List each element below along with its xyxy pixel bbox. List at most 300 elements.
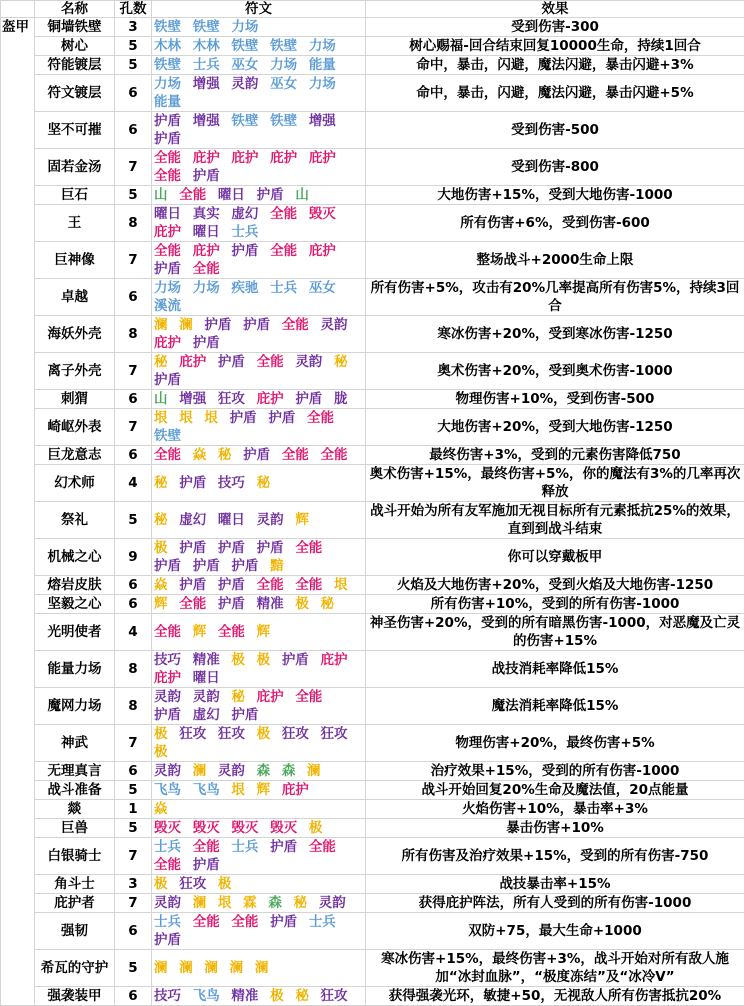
rune-word: 护盾	[204, 317, 231, 333]
table-row	[1, 37, 744, 56]
rune-word: 士兵	[231, 839, 258, 855]
rune-word: 庇护	[154, 224, 181, 240]
effect-text: 物理伤害+10%，受到伤害-500	[366, 390, 744, 409]
table-row	[1, 950, 744, 987]
hole-count: 7	[115, 409, 152, 446]
rune-word: 士兵	[154, 839, 181, 855]
rune-word: 极	[154, 876, 168, 892]
effect-text: 命中，暴击，闪避，魔法闪避，暴击闪避+3%	[366, 56, 744, 75]
rune-word: 垠	[204, 410, 218, 426]
table-row	[1, 539, 744, 576]
rune-word: 铁壁	[154, 428, 181, 444]
rune-word: 护盾	[193, 335, 220, 351]
rune-word: 真实	[193, 206, 220, 222]
rune-word: 垠	[179, 410, 193, 426]
rune-word: 能量	[309, 57, 336, 73]
rune-word: 护盾	[218, 577, 245, 593]
rune-word: 全能	[154, 150, 181, 166]
header-holes: 孔数	[115, 1, 152, 18]
rune-word: 护盾	[243, 447, 270, 463]
hole-count: 7	[115, 838, 152, 875]
rune-word: 毁灭	[309, 206, 336, 222]
table-row	[1, 112, 744, 149]
rune-word: 全能	[193, 261, 220, 277]
table-row	[1, 502, 744, 539]
effect-text: 奥术伤害+15%，最终伤害+5%，你的魔法有3%的几率再次释放	[366, 465, 744, 502]
rune-word: 庇护	[309, 150, 336, 166]
rune-word: 曜日	[193, 670, 220, 686]
armor-name: 巨兽	[35, 819, 115, 838]
rune-word: 辉	[295, 512, 309, 528]
rune-word: 秘	[231, 689, 245, 705]
armor-name: 巨神像	[35, 242, 115, 279]
rune-word: 灵韵	[321, 317, 348, 333]
rune-word: 庇护	[231, 150, 258, 166]
rune-word: 全能	[282, 317, 309, 333]
rune-word: 全能	[295, 689, 322, 705]
rune-word: 澜	[230, 960, 244, 976]
hole-count: 5	[115, 950, 152, 987]
rune-word: 护盾	[154, 932, 181, 948]
armor-name: 海妖外壳	[35, 316, 115, 353]
rune-word: 技巧	[154, 988, 181, 1004]
rune-word: 辉	[257, 782, 271, 798]
table-row	[1, 875, 744, 894]
rune-list	[152, 913, 366, 950]
armor-name: 离子外壳	[35, 353, 115, 390]
effect-text: 受到伤害-500	[366, 112, 744, 149]
rune-word: 全能	[218, 624, 245, 640]
hole-count: 6	[115, 762, 152, 781]
effect-text: 你可以穿戴板甲	[366, 539, 744, 576]
table-row	[1, 819, 744, 838]
header-name: 名称	[35, 1, 115, 18]
rune-word: 护盾	[179, 475, 206, 491]
armor-name: 战斗准备	[35, 781, 115, 800]
rune-word: 庇护	[193, 150, 220, 166]
hole-count: 6	[115, 595, 152, 614]
rune-list	[152, 781, 366, 800]
rune-word: 全能	[193, 914, 220, 930]
rune-list	[152, 539, 366, 576]
rune-word: 护盾	[154, 558, 181, 574]
rune-word: 护盾	[295, 391, 322, 407]
rune-word: 极	[218, 876, 232, 892]
rune-list	[152, 353, 366, 390]
rune-word: 极	[154, 540, 168, 556]
rune-word: 护盾	[231, 243, 258, 259]
rune-word: 力场	[309, 38, 336, 54]
table-row	[1, 894, 744, 913]
rune-word: 庇护	[179, 354, 206, 370]
rune-list	[152, 186, 366, 205]
rune-word: 秘	[334, 354, 348, 370]
rune-word: 灵韵	[257, 512, 284, 528]
rune-word: 澜	[204, 960, 218, 976]
rune-word: 山	[154, 391, 168, 407]
rune-word: 胧	[334, 391, 348, 407]
rune-word: 狂攻	[282, 726, 309, 742]
rune-list	[152, 502, 366, 539]
rune-word: 灵韵	[193, 689, 220, 705]
rune-word: 极	[270, 988, 284, 1004]
hole-count: 5	[115, 502, 152, 539]
armor-name: 符能镀层	[35, 56, 115, 75]
rune-word: 虚幻	[231, 206, 258, 222]
rune-word: 护盾	[282, 652, 309, 668]
armor-name: 卓越	[35, 279, 115, 316]
effect-text: 受到伤害-300	[366, 18, 744, 37]
rune-word: 霖	[243, 895, 257, 911]
rune-word: 全能	[270, 243, 297, 259]
effect-text: 树心赐福-回合结束回复10000生命，持续1回合	[366, 37, 744, 56]
hole-count: 5	[115, 819, 152, 838]
rune-word: 铁壁	[231, 113, 258, 129]
effect-text: 魔法消耗率降低15%	[366, 688, 744, 725]
effect-text: 最终伤害+3%，受到的元素伤害降低750	[366, 446, 744, 465]
rune-word: 澜	[255, 960, 269, 976]
armor-name: 刺猬	[35, 390, 115, 409]
table-row	[1, 651, 744, 688]
rune-word: 曜日	[218, 512, 245, 528]
rune-word: 灵韵	[218, 763, 245, 779]
hole-count: 7	[115, 149, 152, 186]
armor-name: 光明使者	[35, 614, 115, 651]
rune-word: 全能	[257, 354, 284, 370]
rune-word: 护盾	[179, 577, 206, 593]
hole-count: 1	[115, 800, 152, 819]
armor-name: 强袭装甲	[35, 987, 115, 1006]
rune-word: 毁灭	[154, 820, 181, 836]
rune-word: 极	[257, 726, 271, 742]
rune-word: 力场	[193, 280, 220, 296]
effect-text: 所有伤害+10%，受到的所有伤害-1000	[366, 595, 744, 614]
rune-word: 庇护	[321, 652, 348, 668]
rune-word: 全能	[154, 243, 181, 259]
effect-text: 受到伤害-800	[366, 149, 744, 186]
effect-text: 整场战斗+2000生命上限	[366, 242, 744, 279]
rune-word: 护盾	[243, 317, 270, 333]
effect-text: 大地伤害+15%，受到大地伤害-1000	[366, 186, 744, 205]
rune-word: 士兵	[193, 57, 220, 73]
rune-word: 秘	[154, 475, 168, 491]
rune-word: 护盾	[154, 707, 181, 723]
rune-word: 护盾	[179, 540, 206, 556]
rune-list	[152, 316, 366, 353]
rune-word: 护盾	[218, 596, 245, 612]
rune-list	[152, 75, 366, 112]
rune-word: 全能	[154, 857, 181, 873]
rune-word: 辉	[193, 624, 207, 640]
rune-word: 庇护	[257, 689, 284, 705]
rune-list	[152, 18, 366, 37]
rune-word: 全能	[295, 577, 322, 593]
rune-word: 极	[154, 744, 168, 760]
rune-word: 全能	[282, 447, 309, 463]
rune-word: 灵韵	[154, 895, 181, 911]
hole-count: 8	[115, 316, 152, 353]
hole-count: 6	[115, 112, 152, 149]
rune-word: 秘	[154, 512, 168, 528]
rune-word: 护盾	[193, 168, 220, 184]
effect-text: 所有伤害及治疗效果+15%，受到的所有伤害-750	[366, 838, 744, 875]
rune-word: 极	[231, 652, 245, 668]
rune-word: 狂攻	[321, 988, 348, 1004]
rune-word: 护盾	[218, 540, 245, 556]
effect-text: 命中，暴击，闪避，魔法闪避，暴击闪避+5%	[366, 75, 744, 112]
rune-word: 木林	[193, 38, 220, 54]
rune-word: 飞鸟	[193, 988, 220, 1004]
armor-name: 希瓦的守护	[35, 950, 115, 987]
rune-word: 澜	[179, 317, 193, 333]
rune-word: 精准	[257, 596, 284, 612]
effect-text: 寒冰伤害+20%，受到寒冰伤害-1250	[366, 316, 744, 353]
rune-word: 全能	[193, 839, 220, 855]
rune-word: 增强	[193, 113, 220, 129]
rune-list	[152, 279, 366, 316]
armor-name: 巨龙意志	[35, 446, 115, 465]
hole-count: 6	[115, 279, 152, 316]
table-row	[1, 390, 744, 409]
rune-word: 焱	[193, 447, 207, 463]
table-row	[1, 725, 744, 762]
rune-word: 庇护	[309, 243, 336, 259]
rune-word: 巫女	[231, 57, 258, 73]
rune-word: 灵韵	[231, 76, 258, 92]
rune-word: 秘	[154, 354, 168, 370]
rune-word: 庇护	[257, 391, 284, 407]
effect-text: 神圣伤害+20%，受到的所有暗黑伤害-1000，对恶魔及亡灵的伤害+15%	[366, 614, 744, 651]
rune-word: 澜	[179, 960, 193, 976]
rune-list	[152, 205, 366, 242]
table-row	[1, 409, 744, 446]
rune-word: 毁灭	[193, 820, 220, 836]
table-row	[1, 205, 744, 242]
rune-word: 狂攻	[179, 876, 206, 892]
rune-word: 士兵	[309, 914, 336, 930]
table-row	[1, 279, 744, 316]
rune-word: 铁壁	[231, 38, 258, 54]
rune-word: 秘	[294, 895, 308, 911]
armor-name: 崎岖外表	[35, 409, 115, 446]
table-row	[1, 838, 744, 875]
hole-count: 6	[115, 75, 152, 112]
rune-word: 护盾	[270, 914, 297, 930]
armor-name: 庇护者	[35, 894, 115, 913]
rune-word: 澜	[154, 960, 168, 976]
header-category	[1, 1, 35, 18]
rune-word: 极	[257, 652, 271, 668]
hole-count: 4	[115, 465, 152, 502]
effect-text: 治疗效果+15%，受到的所有伤害-1000	[366, 762, 744, 781]
effect-text: 大地伤害+20%，受到大地伤害-1250	[366, 409, 744, 446]
rune-word: 曜日	[193, 224, 220, 240]
rune-word: 山	[295, 187, 309, 203]
armor-name: 巨石	[35, 186, 115, 205]
table-row	[1, 800, 744, 819]
rune-word: 全能	[154, 168, 181, 184]
rune-word: 护盾	[154, 372, 181, 388]
rune-word: 巫女	[309, 280, 336, 296]
rune-word: 曜日	[218, 187, 245, 203]
rune-word: 毁灭	[231, 820, 258, 836]
rune-word: 铁壁	[270, 38, 297, 54]
effect-text: 寒冰伤害+15%，最终伤害+3%，战斗开始对所有敌人施加“冰封血脉”，“极度冻结”及“冰冷Ⅴ”	[366, 950, 744, 987]
rune-word: 垠	[231, 782, 245, 798]
category-cell: 盔甲	[1, 18, 35, 1006]
rune-word: 护盾	[154, 113, 181, 129]
rune-word: 护盾	[270, 839, 297, 855]
rune-word: 全能	[179, 187, 206, 203]
effect-text: 战技暴击率+15%	[366, 875, 744, 894]
rune-word: 垠	[154, 410, 168, 426]
rune-word: 灵韵	[295, 354, 322, 370]
rune-word: 山	[154, 187, 168, 203]
rune-word: 铁壁	[193, 19, 220, 35]
rune-word: 全能	[154, 447, 181, 463]
hole-count: 7	[115, 353, 152, 390]
armor-name: 坚不可摧	[35, 112, 115, 149]
table-row	[1, 913, 744, 950]
rune-word: 全能	[270, 206, 297, 222]
table-row	[1, 242, 744, 279]
hole-count: 7	[115, 242, 152, 279]
hole-count: 3	[115, 875, 152, 894]
rune-list	[152, 614, 366, 651]
rune-list	[152, 950, 366, 987]
armor-name: 铜墙铁壁	[35, 18, 115, 37]
rune-word: 极	[154, 726, 168, 742]
rune-word: 澜	[307, 763, 321, 779]
armor-name: 强韧	[35, 913, 115, 950]
armor-name: 神武	[35, 725, 115, 762]
rune-word: 全能	[257, 577, 284, 593]
hole-count: 3	[115, 18, 152, 37]
rune-word: 秘	[321, 596, 335, 612]
rune-word: 护盾	[257, 540, 284, 556]
rune-word: 澜	[193, 895, 207, 911]
rune-word: 护盾	[193, 558, 220, 574]
rune-list	[152, 595, 366, 614]
rune-word: 铁壁	[270, 113, 297, 129]
armor-name: 角斗士	[35, 875, 115, 894]
header-row	[1, 1, 744, 18]
rune-word: 庇护	[154, 670, 181, 686]
hole-count: 5	[115, 781, 152, 800]
armor-name: 白银骑士	[35, 838, 115, 875]
rune-list	[152, 56, 366, 75]
rune-word: 力场	[154, 280, 181, 296]
rune-word: 秘	[295, 988, 309, 1004]
rune-word: 全能	[295, 540, 322, 556]
rune-word: 士兵	[154, 914, 181, 930]
rune-word: 曜日	[154, 206, 181, 222]
rune-word: 增强	[193, 76, 220, 92]
table-row	[1, 465, 744, 502]
rune-list	[152, 725, 366, 762]
rune-word: 护盾	[257, 187, 284, 203]
table-row	[1, 56, 744, 75]
armor-name: 王	[35, 205, 115, 242]
rune-word: 铁壁	[154, 57, 181, 73]
rune-word: 庇护	[282, 782, 309, 798]
hole-count: 5	[115, 186, 152, 205]
effect-text: 暴击伤害+10%	[366, 819, 744, 838]
hole-count: 6	[115, 390, 152, 409]
hole-count: 6	[115, 576, 152, 595]
effect-text: 获得庇护阵法，所有人受到的所有伤害-1000	[366, 894, 744, 913]
rune-list	[152, 409, 366, 446]
rune-word: 毁灭	[270, 820, 297, 836]
rune-word: 护盾	[154, 131, 181, 147]
rune-word: 狂攻	[218, 391, 245, 407]
hole-count: 6	[115, 987, 152, 1006]
rune-word: 木林	[154, 38, 181, 54]
rune-list	[152, 465, 366, 502]
rune-word: 力场	[154, 76, 181, 92]
effect-text: 战技消耗率降低15%	[366, 651, 744, 688]
rune-word: 全能	[307, 410, 334, 426]
rune-word: 狂攻	[179, 726, 206, 742]
rune-word: 森	[257, 763, 271, 779]
rune-list	[152, 875, 366, 894]
rune-word: 森	[268, 895, 282, 911]
hole-count: 8	[115, 688, 152, 725]
rune-word: 辉	[154, 596, 168, 612]
rune-word: 增强	[179, 391, 206, 407]
rune-word: 全能	[154, 624, 181, 640]
table-row	[1, 987, 744, 1006]
table-row	[1, 316, 744, 353]
armor-name: 熔岩皮肤	[35, 576, 115, 595]
armor-name: 坚毅之心	[35, 595, 115, 614]
rune-list	[152, 762, 366, 781]
hole-count: 4	[115, 614, 152, 651]
rune-list	[152, 446, 366, 465]
effect-text: 所有伤害+5%，攻击有20%几率提高所有伤害5%，持续3回合	[366, 279, 744, 316]
rune-word: 灵韵	[154, 763, 181, 779]
rune-word: 森	[282, 763, 296, 779]
rune-word: 辉	[257, 624, 271, 640]
rune-list	[152, 390, 366, 409]
rune-list	[152, 576, 366, 595]
armor-name: 树心	[35, 37, 115, 56]
hole-count: 6	[115, 913, 152, 950]
rune-word: 士兵	[231, 224, 258, 240]
rune-word: 溪流	[154, 298, 181, 314]
rune-word: 全能	[309, 839, 336, 855]
effect-text: 双防+75，最大生命+1000	[366, 913, 744, 950]
header-runes: 符文	[152, 1, 366, 18]
rune-word: 护盾	[193, 857, 220, 873]
rune-word: 能量	[154, 94, 181, 110]
rune-word: 铁壁	[154, 19, 181, 35]
rune-word: 庇护	[270, 150, 297, 166]
rune-word: 飞鸟	[193, 782, 220, 798]
rune-word: 黯	[270, 558, 284, 574]
armor-name: 机械之心	[35, 539, 115, 576]
rune-list	[152, 838, 366, 875]
rune-word: 精准	[193, 652, 220, 668]
rune-word: 狂攻	[321, 726, 348, 742]
rune-word: 士兵	[270, 280, 297, 296]
hole-count: 8	[115, 651, 152, 688]
hole-count: 6	[115, 446, 152, 465]
rune-word: 庇护	[193, 243, 220, 259]
table-row	[1, 18, 744, 37]
table-row	[1, 614, 744, 651]
table-row	[1, 688, 744, 725]
